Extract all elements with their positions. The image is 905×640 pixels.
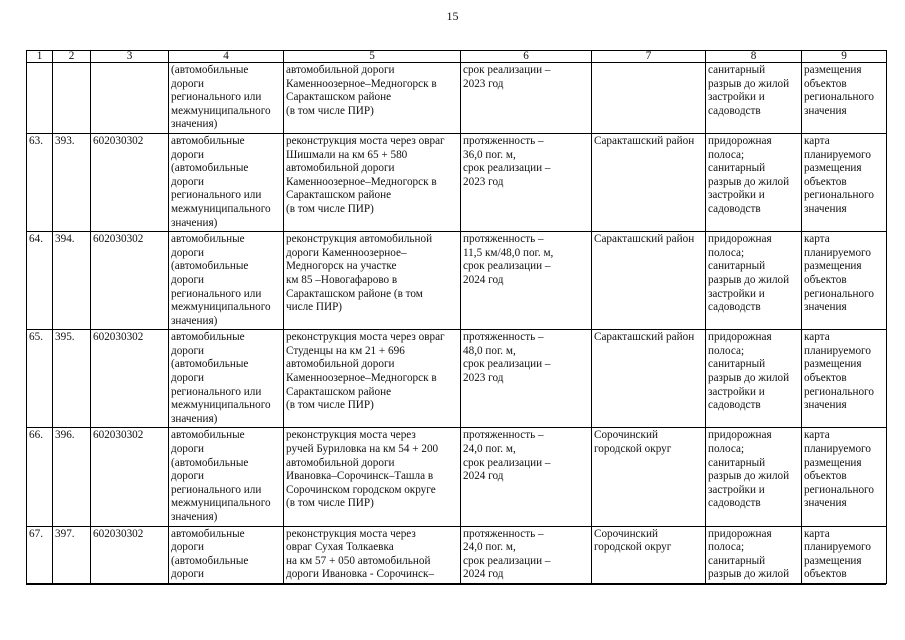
object-name-cell: реконструкция автомобильной дороги Каменноозерное– Медногорск на участке км 85 –Новогафарово в Саракташском районе (в том числе ПИР) bbox=[284, 232, 461, 330]
object-name-cell: реконструкция моста через овраг Студенцы на км 21 + 696 автомобильной дороги Каменноозерное–Медногорск в Саракташском районе (в том числе ПИР) bbox=[284, 330, 461, 428]
object-code-cell: 602030302 bbox=[91, 232, 169, 330]
object-name-cell: реконструкция моста через ручей Буриловка на км 54 + 200 автомобильной дороги Ивановка–Сорочинск–Ташла в Сорочинском городском округе (в том числе ПИР) bbox=[284, 428, 461, 526]
zone-type-cell: придорожная полоса; санитарный разрыв до жилой застройки и садоводств bbox=[706, 428, 802, 526]
table-row bbox=[27, 63, 887, 134]
location-cell: Сорочинский городской округ bbox=[592, 526, 706, 583]
column-number: 1 bbox=[27, 51, 53, 63]
location-cell: Саракташский район bbox=[592, 232, 706, 330]
zone-type-cell: санитарный разрыв до жилой застройки и садоводств bbox=[706, 63, 802, 134]
column-number-row bbox=[27, 51, 887, 63]
column-number: 5 bbox=[284, 51, 461, 63]
location-cell bbox=[592, 63, 706, 134]
object-type-cell: автомобильные дороги (автомобильные дороги регионального или межмуниципального значения) bbox=[169, 428, 284, 526]
object-number-cell: 393. bbox=[53, 133, 91, 231]
table-row bbox=[27, 330, 887, 428]
location-cell: Саракташский район bbox=[592, 133, 706, 231]
zone-type-cell: придорожная полоса; санитарный разрыв до жилой застройки и садоводств bbox=[706, 330, 802, 428]
location-cell: Сорочинский городской округ bbox=[592, 428, 706, 526]
object-name-cell: реконструкция моста через овраг Шишмали на км 65 + 580 автомобильной дороги Каменноозерное–Медногорск в Саракташском районе (в том числе ПИР) bbox=[284, 133, 461, 231]
zone-type-cell: придорожная полоса; санитарный разрыв до жилой bbox=[706, 526, 802, 583]
map-reference-cell: карта планируемого размещения объектов bbox=[802, 526, 887, 583]
object-number-cell: 394. bbox=[53, 232, 91, 330]
object-type-cell: автомобильные дороги (автомобильные дороги регионального или межмуниципального значения) bbox=[169, 232, 284, 330]
map-reference-cell: карта планируемого размещения объектов регионального значения bbox=[802, 428, 887, 526]
column-number: 7 bbox=[592, 51, 706, 63]
object-code-cell: 602030302 bbox=[91, 428, 169, 526]
row-number-cell: 67. bbox=[27, 526, 53, 583]
page-number: 15 bbox=[446, 9, 459, 23]
map-reference-cell: размещения объектов регионального значения bbox=[802, 63, 887, 134]
object-type-cell: автомобильные дороги (автомобильные дороги регионального или межмуниципального значения) bbox=[169, 330, 284, 428]
object-name-cell: автомобильной дороги Каменноозерное–Медногорск в Саракташском районе (в том числе ПИР) bbox=[284, 63, 461, 134]
map-reference-cell: карта планируемого размещения объектов регионального значения bbox=[802, 330, 887, 428]
map-reference-cell: карта планируемого размещения объектов регионального значения bbox=[802, 133, 887, 231]
object-code-cell: 602030302 bbox=[91, 330, 169, 428]
row-number-cell: 66. bbox=[27, 428, 53, 526]
table-row bbox=[27, 232, 887, 330]
object-type-cell: автомобильные дороги (автомобильные дороги регионального или межмуниципального значения) bbox=[169, 133, 284, 231]
table-bottom-edge bbox=[26, 584, 886, 585]
column-number: 6 bbox=[461, 51, 592, 63]
object-code-cell bbox=[91, 63, 169, 134]
object-number-cell: 396. bbox=[53, 428, 91, 526]
object-name-cell: реконструкция моста через овраг Сухая Толкаевка на км 57 + 050 автомобильной дороги Ивановка - Сорочинск– bbox=[284, 526, 461, 583]
table-row bbox=[27, 428, 887, 526]
zone-type-cell: придорожная полоса; санитарный разрыв до жилой застройки и садоводств bbox=[706, 133, 802, 231]
object-characteristics-cell: протяженность – 24,0 пог. м, срок реализации – 2024 год bbox=[461, 526, 592, 583]
object-code-cell: 602030302 bbox=[91, 133, 169, 231]
column-number: 2 bbox=[53, 51, 91, 63]
object-type-cell: (автомобильные дороги регионального или межмуниципального значения) bbox=[169, 63, 284, 134]
column-number: 3 bbox=[91, 51, 169, 63]
map-reference-cell: карта планируемого размещения объектов регионального значения bbox=[802, 232, 887, 330]
object-number-cell: 397. bbox=[53, 526, 91, 583]
column-number: 9 bbox=[802, 51, 887, 63]
object-type-cell: автомобильные дороги (автомобильные дороги bbox=[169, 526, 284, 583]
row-number-cell: 65. bbox=[27, 330, 53, 428]
registry-table bbox=[26, 50, 887, 584]
table-row bbox=[27, 133, 887, 231]
object-code-cell: 602030302 bbox=[91, 526, 169, 583]
location-cell: Саракташский район bbox=[592, 330, 706, 428]
object-characteristics-cell: срок реализации – 2023 год bbox=[461, 63, 592, 134]
column-number: 4 bbox=[169, 51, 284, 63]
object-number-cell bbox=[53, 63, 91, 134]
table-row bbox=[27, 526, 887, 583]
object-characteristics-cell: протяженность – 11,5 км/48,0 пог. м, срок реализации – 2024 год bbox=[461, 232, 592, 330]
object-number-cell: 395. bbox=[53, 330, 91, 428]
object-characteristics-cell: протяженность – 24,0 пог. м, срок реализации – 2024 год bbox=[461, 428, 592, 526]
zone-type-cell: придорожная полоса; санитарный разрыв до жилой застройки и садоводств bbox=[706, 232, 802, 330]
object-characteristics-cell: протяженность – 48,0 пог. м, срок реализации – 2023 год bbox=[461, 330, 592, 428]
row-number-cell: 63. bbox=[27, 133, 53, 231]
column-number: 8 bbox=[706, 51, 802, 63]
row-number-cell: 64. bbox=[27, 232, 53, 330]
row-number-cell bbox=[27, 63, 53, 134]
object-characteristics-cell: протяженность – 36,0 пог. м, срок реализации – 2023 год bbox=[461, 133, 592, 231]
